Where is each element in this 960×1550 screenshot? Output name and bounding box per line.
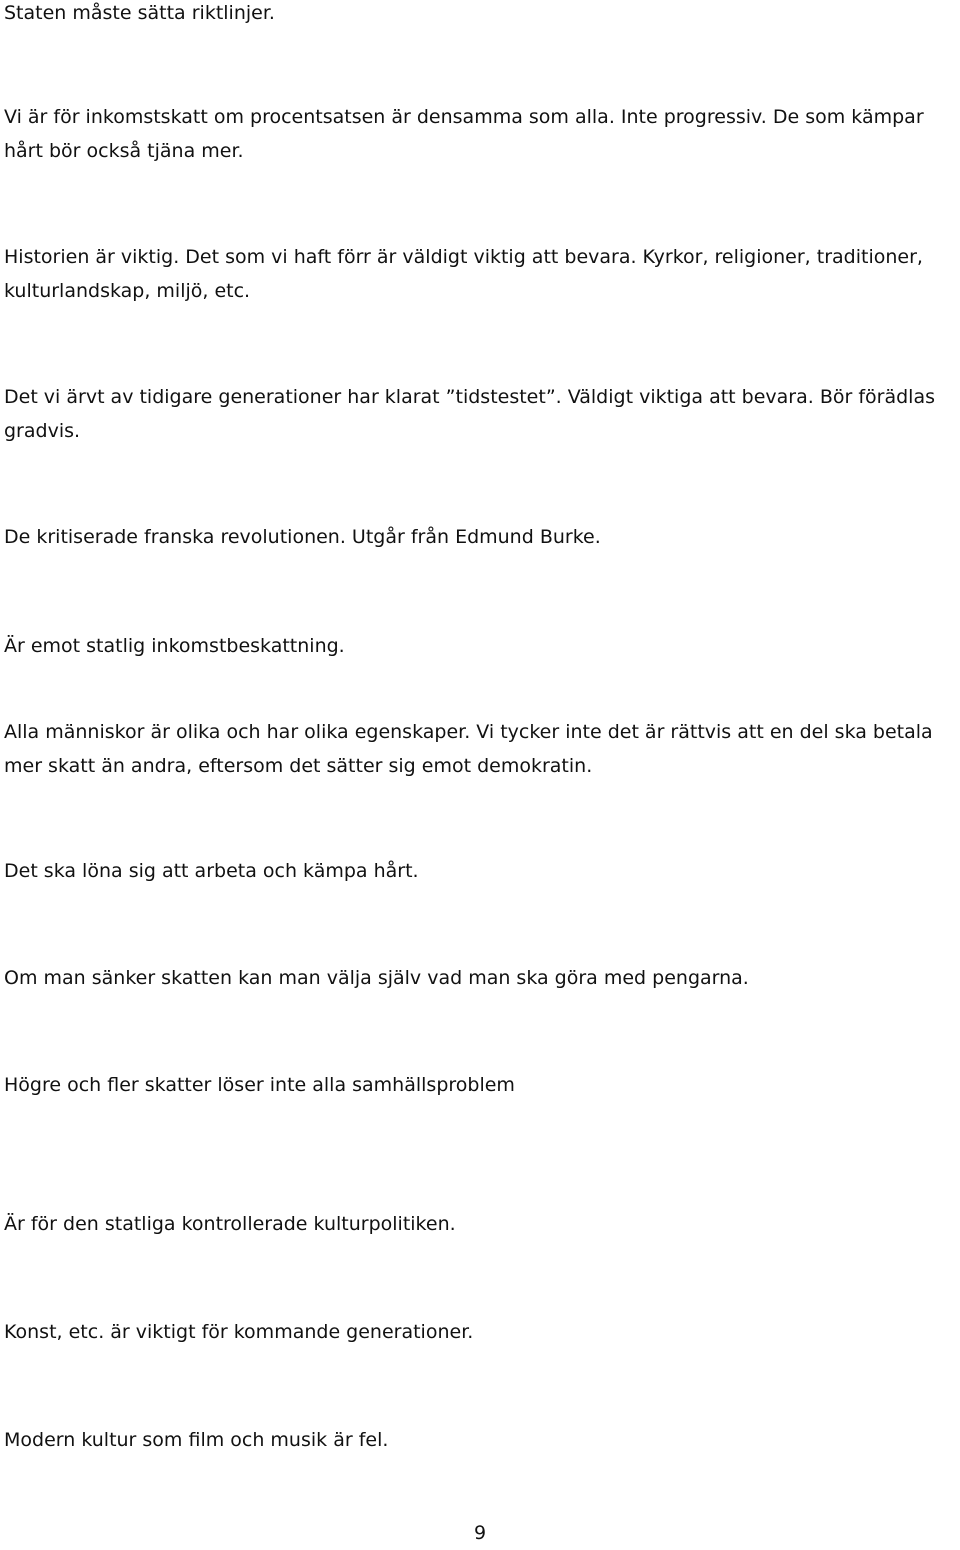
paragraph-3: Historien är viktig. Det som vi haft förr är väldigt viktig att bevara. Kyrkor, religioner, traditioner, kulturlandskap, miljö, etc. xyxy=(4,246,923,302)
paragraph-9: Om man sänker skatten kan man välja själv vad man ska göra med pengarna. xyxy=(4,967,749,989)
paragraph-7: Alla människor är olika och har olika egenskaper. Vi tycker inte det är rättvis att en del ska betala mer skatt än andra, eftersom det sätter sig emot demokratin. xyxy=(4,721,933,777)
paragraph-10: Högre och fler skatter löser inte alla samhällsproblem xyxy=(4,1074,515,1096)
paragraph-12: Konst, etc. är viktigt för kommande generationer. xyxy=(4,1321,474,1343)
paragraph-5: De kritiserade franska revolutionen. Utgår från Edmund Burke. xyxy=(4,526,601,548)
paragraph-11: Är för den statliga kontrollerade kulturpolitiken. xyxy=(4,1213,456,1235)
paragraph-1: Staten måste sätta riktlinjer. xyxy=(4,2,275,24)
paragraph-2: Vi är för inkomstskatt om procentsatsen är densamma som alla. Inte progressiv. De som kämpar hårt bör också tjäna mer. xyxy=(4,106,924,162)
paragraph-4: Det vi ärvt av tidigare generationer har klarat ”tidstestet”. Väldigt viktiga att bevara. Bör förädlas gradvis. xyxy=(4,386,935,442)
paragraph-13: Modern kultur som film och musik är fel. xyxy=(4,1429,389,1451)
page-number: 9 xyxy=(473,1522,487,1544)
paragraph-6: Är emot statlig inkomstbeskattning. xyxy=(4,635,345,657)
paragraph-8: Det ska löna sig att arbeta och kämpa hårt. xyxy=(4,860,419,882)
